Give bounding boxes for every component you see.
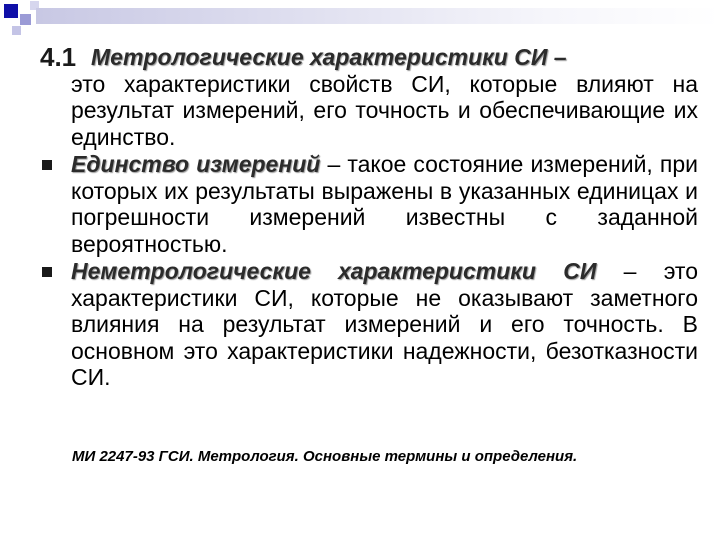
corner-square-medium xyxy=(20,14,31,25)
bullet-square-icon xyxy=(42,160,52,170)
top-gradient-band xyxy=(36,8,720,24)
bullet-text: – это характеристики СИ, которые не оказывают заметного влияния на результат измерений и его точность. В основном это характеристики надежности, безотказности СИ. xyxy=(71,258,699,390)
section-number: 4.1 xyxy=(40,42,77,72)
corner-square-light xyxy=(12,26,21,35)
corner-square-dark xyxy=(4,4,18,18)
section-heading-line xyxy=(69,44,698,71)
section-term: Метрологические характеристики СИ xyxy=(91,44,548,70)
source-reference: МИ 2247-93 ГСИ. Метрология. Основные термины и определения. xyxy=(72,448,578,465)
bullet-text: – такое состояние измерений, при которых их результаты выражены в указанных единицах и погрешности измерений известны с заданной вероятностью. xyxy=(71,151,699,257)
bullet-item xyxy=(38,151,698,257)
section-paragraph xyxy=(38,44,698,150)
bullet-item xyxy=(38,258,698,391)
bullet-square-icon xyxy=(42,267,52,277)
bullet-term: Единство измерений xyxy=(71,151,321,177)
section-definition: это характеристики свойств СИ, которые влияют на результат измерений, его точность и обеспечивающие их единство. xyxy=(71,70,698,150)
slide-content xyxy=(38,44,698,391)
section-dash: – xyxy=(553,44,567,70)
bullet-term: Неметрологические характеристики СИ xyxy=(71,258,597,284)
